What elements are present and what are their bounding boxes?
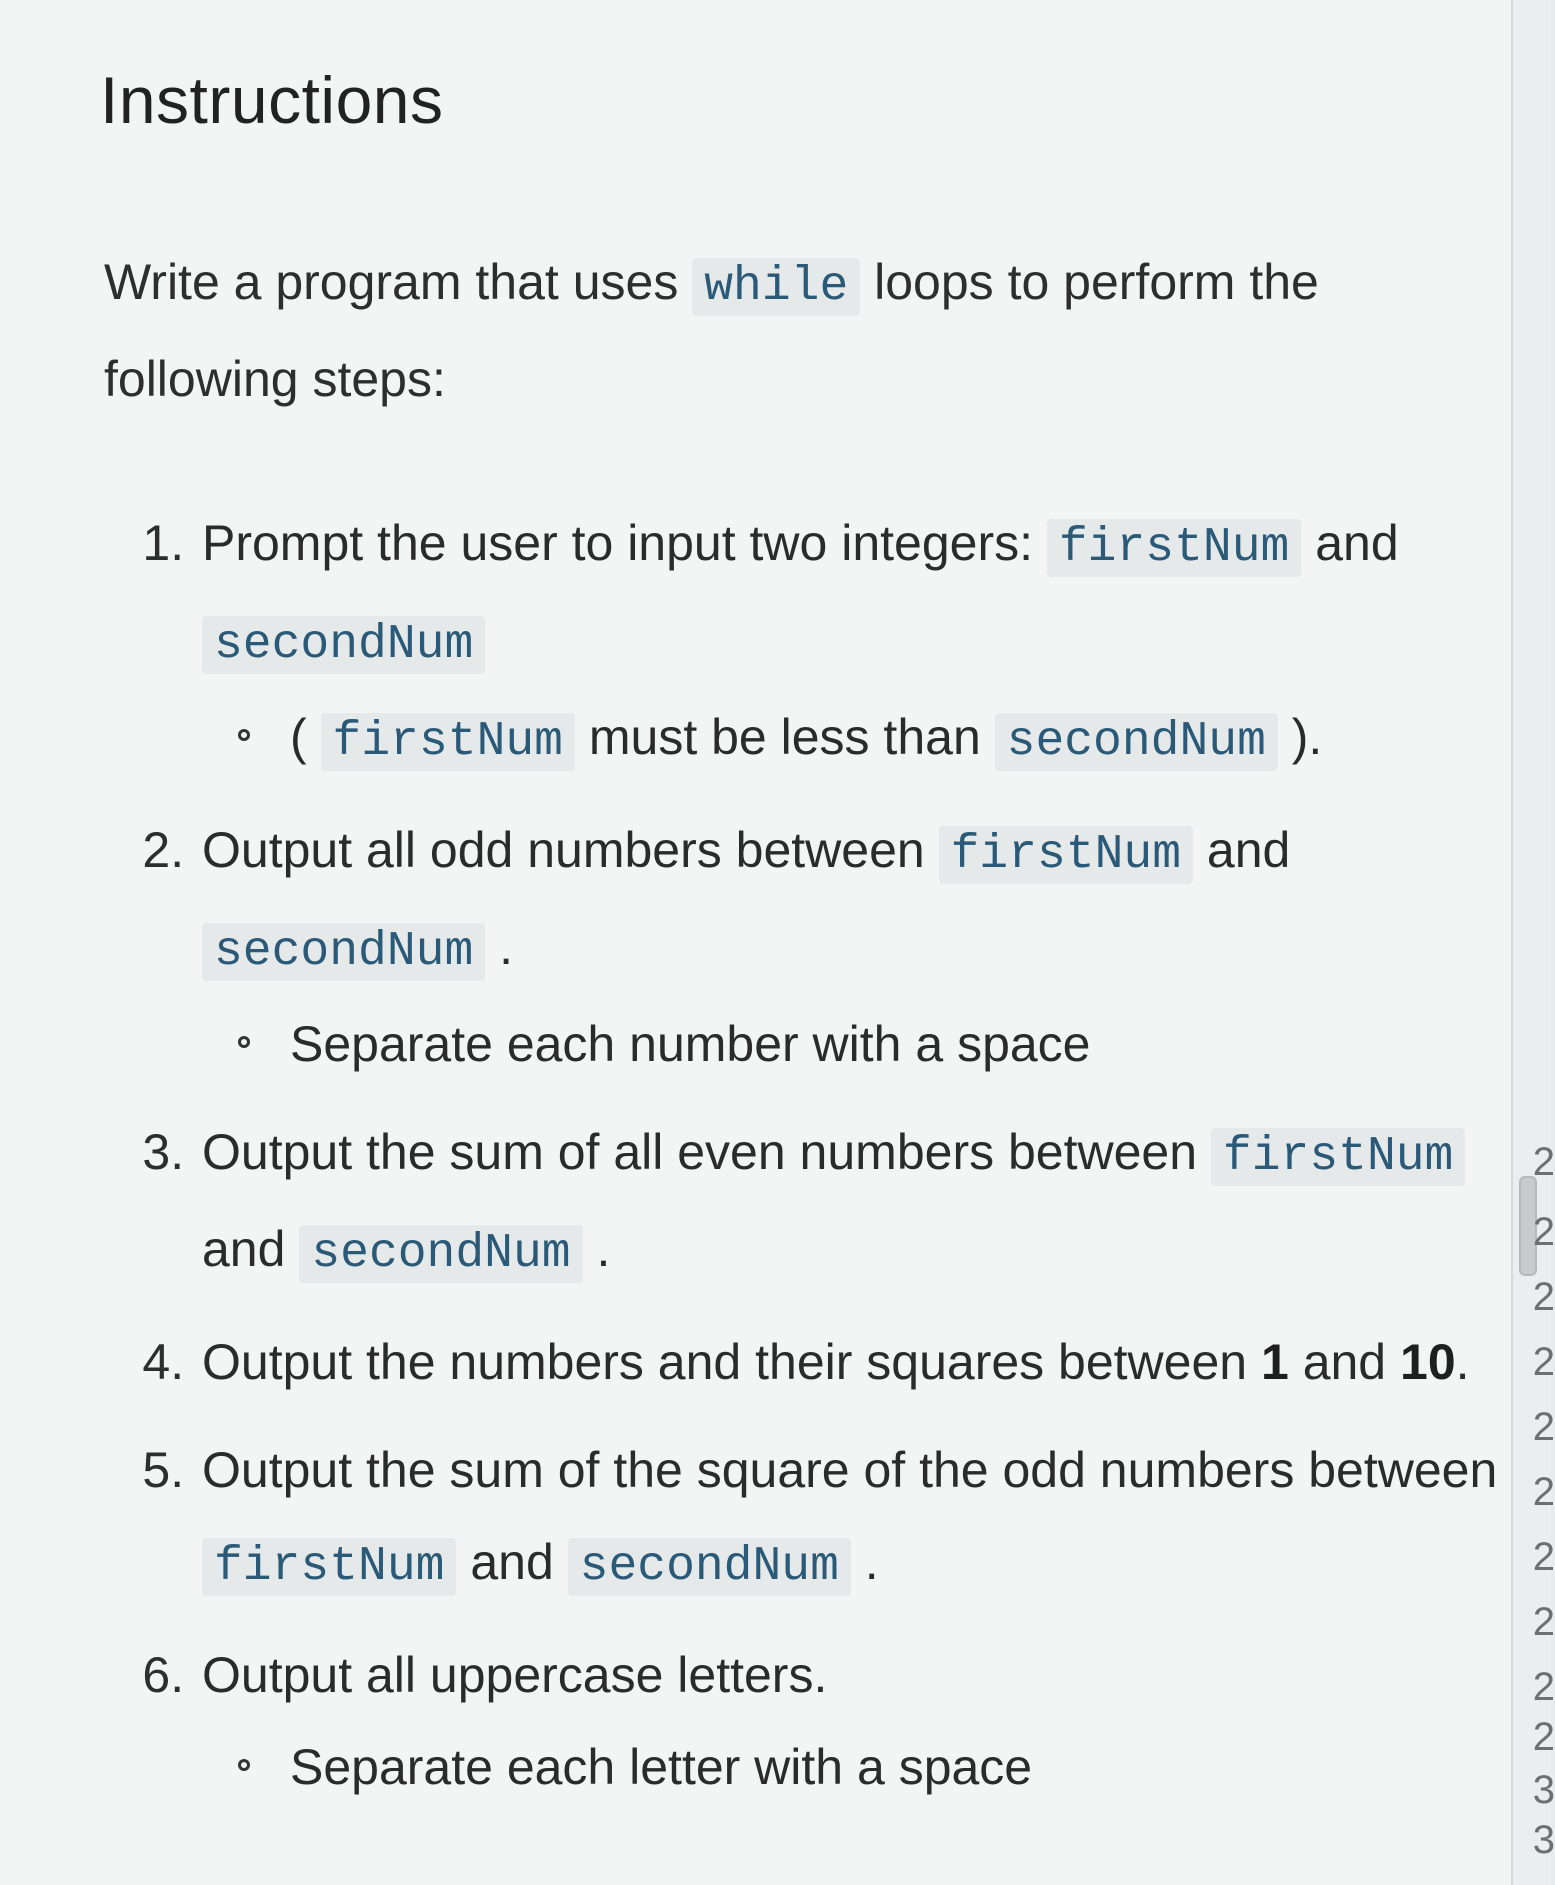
- step-1-note-text: must be less than: [574, 709, 995, 765]
- code-second-num: secondNum: [202, 616, 485, 674]
- intro-text-after: loops to perform the following steps:: [104, 254, 1319, 407]
- line-number: 2: [1532, 1535, 1555, 1579]
- step-2-note: Separate each number with a space: [238, 998, 1500, 1090]
- step-3: [198, 1106, 1500, 1300]
- step-5-text: Output the sum of the square of the odd numbers between: [202, 1442, 1498, 1498]
- code-first-num: firstNum: [202, 1538, 456, 1596]
- line-number: 2: [1532, 1210, 1555, 1254]
- step-1-and: and: [1301, 515, 1399, 571]
- step-4-text: Output the numbers and their squares between: [202, 1334, 1261, 1390]
- step-4: [198, 1316, 1500, 1408]
- step-3-end: .: [582, 1221, 611, 1277]
- line-number: 2: [1532, 1470, 1555, 1514]
- step-2-text: Output all odd numbers between: [202, 822, 939, 878]
- code-second-num: secondNum: [299, 1225, 582, 1283]
- step-2-end: .: [485, 919, 514, 975]
- line-number: 3: [1532, 1768, 1555, 1812]
- step-2-and: and: [1193, 822, 1291, 878]
- step-1-note-open: (: [290, 709, 321, 765]
- step-5-end: .: [850, 1534, 879, 1590]
- intro-text-before: Write a program that uses: [104, 254, 693, 310]
- code-first-num: firstNum: [321, 713, 575, 771]
- step-6: [198, 1629, 1500, 1813]
- step-5-and: and: [456, 1534, 568, 1590]
- line-number: 2: [1532, 1715, 1555, 1759]
- code-first-num: firstNum: [1047, 519, 1301, 577]
- code-first-num: firstNum: [1211, 1128, 1465, 1186]
- step-6-note: Separate each letter with a space: [238, 1721, 1500, 1813]
- line-number: 2: [1532, 1340, 1555, 1384]
- step-2: [198, 804, 1500, 1090]
- step-6-sublist: [202, 1721, 1500, 1813]
- steps-list: [100, 497, 1500, 1813]
- step-4-end: .: [1455, 1334, 1470, 1390]
- line-number: 2: [1532, 1665, 1555, 1709]
- code-second-num: secondNum: [568, 1538, 851, 1596]
- step-4-and: and: [1288, 1334, 1401, 1390]
- code-second-num: secondNum: [995, 713, 1278, 771]
- step-6-text: Output all uppercase letters.: [202, 1647, 828, 1703]
- page-title: Instructions: [100, 63, 444, 137]
- line-number: 2: [1532, 1405, 1555, 1449]
- step-5: [198, 1424, 1500, 1613]
- step-4-bold-1: 1: [1260, 1334, 1289, 1390]
- step-1-text: Prompt the user to input two integers:: [202, 515, 1047, 571]
- step-1-note: [238, 691, 1500, 788]
- line-number: 3: [1532, 1818, 1555, 1862]
- code-second-num: secondNum: [202, 923, 485, 981]
- code-while: while: [692, 258, 860, 316]
- step-1-note-close: ).: [1277, 709, 1323, 765]
- line-number: 2: [1532, 1140, 1555, 1184]
- step-3-text: Output the sum of all even numbers between: [202, 1124, 1211, 1180]
- line-number: 2: [1532, 1275, 1555, 1319]
- code-first-num: firstNum: [939, 826, 1193, 884]
- line-number: 2: [1532, 1600, 1555, 1644]
- intro-paragraph: [104, 236, 1500, 425]
- editor-gutter: [1511, 0, 1555, 1885]
- step-1: [198, 497, 1500, 788]
- step-4-bold-10: 10: [1400, 1334, 1456, 1390]
- step-3-and: and: [202, 1221, 300, 1277]
- step-1-sublist: [202, 691, 1500, 788]
- step-2-sublist: [202, 998, 1500, 1090]
